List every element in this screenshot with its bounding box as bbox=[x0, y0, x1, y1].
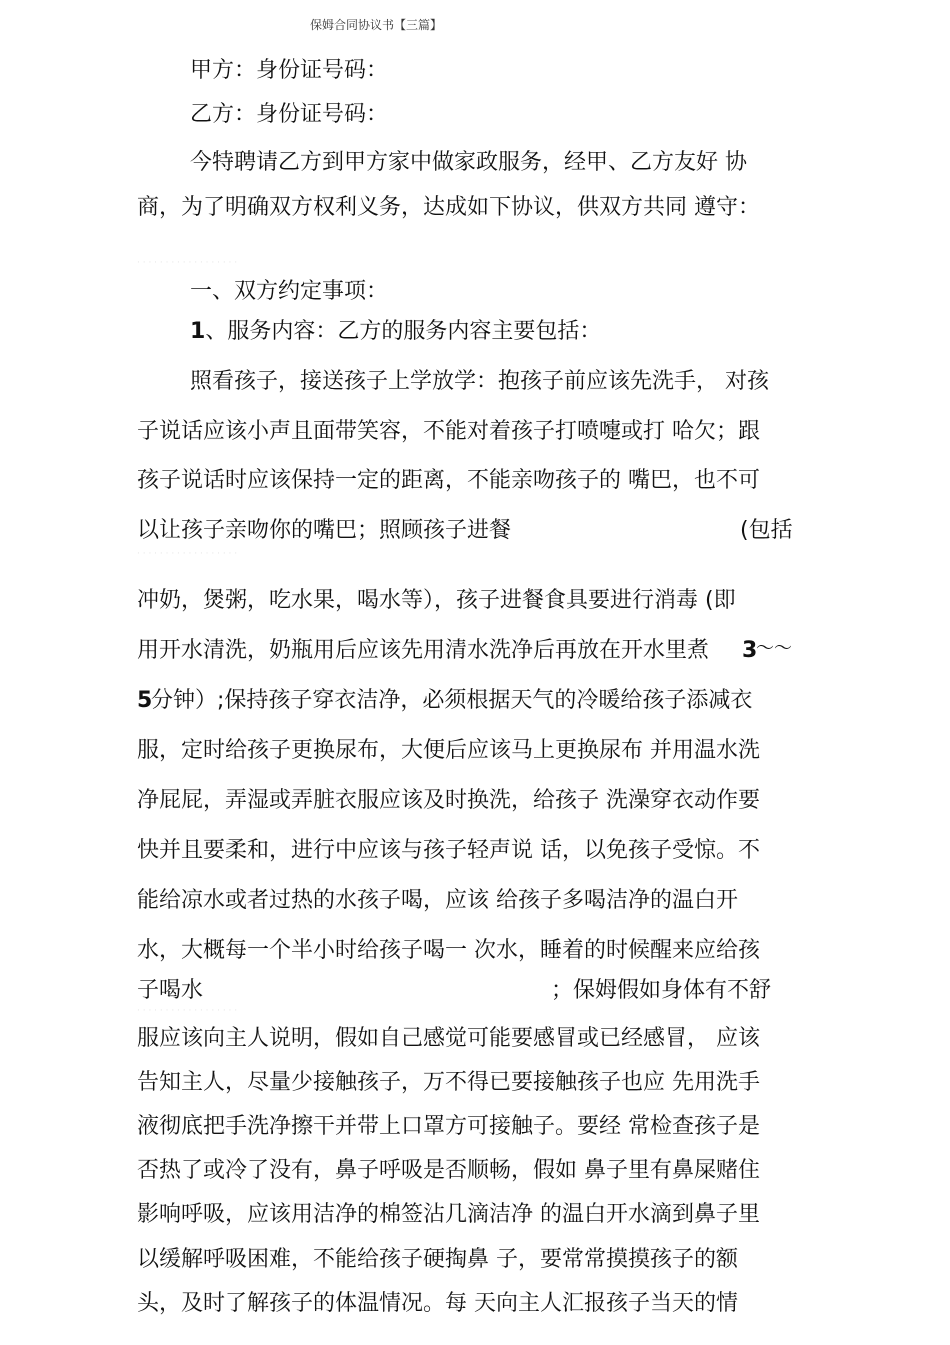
item-text: 、服务内容：乙方的服务内容主要包括： bbox=[205, 319, 602, 344]
body-line: 液彻底把手洗净擦干并带上口罩方可接触子。要经 常检查孩子是 bbox=[137, 1114, 760, 1139]
body-line: 影响呼吸，应该用洁净的棉签沾几滴洁净 的温白开水滴到鼻子里 bbox=[137, 1202, 760, 1227]
body-line: 以缓解呼吸困难，不能给孩子硬掏鼻 子，要常常摸摸孩子的额 bbox=[137, 1247, 738, 1272]
watermark-residue: · · · · · · · · · · · · · · · · · · bbox=[137, 549, 238, 559]
watermark-residue: · · · · · · · · · · · · · · · · · · bbox=[137, 1006, 238, 1016]
body-line: 服应该向主人说明，假如自己感觉可能要感冒或已经感冒， 应该 bbox=[137, 1026, 760, 1051]
body-line-tail: (包括 bbox=[740, 518, 793, 543]
party-a-line: 甲方：身份证号码： bbox=[190, 58, 389, 83]
section-title: 一、双方约定事项： bbox=[190, 279, 389, 304]
watermark-residue: · · · · · · · · · · · · · · · · · · bbox=[137, 258, 238, 268]
body-line: 告知主人，尽量少接触孩子，万不得已要接触孩子也应 先用洗手 bbox=[137, 1070, 760, 1095]
body-line: 水，大概每一个半小时给孩子喝一 次水，睡着的时候醒来应给孩 bbox=[137, 938, 760, 963]
body-line: 冲奶，煲粥，吃水果，喝水等），孩子进餐食具要进行消毒 (即 bbox=[137, 588, 736, 613]
body-line: 分钟）;保持孩子穿衣洁净，必须根据天气的冷暖给孩子添减衣 bbox=[151, 688, 753, 713]
body-line: 否热了或冷了没有，鼻子呼吸是否顺畅，假如 鼻子里有鼻屎赌住 bbox=[137, 1158, 760, 1183]
range-tilde: 〜〜 bbox=[756, 638, 792, 659]
number-three: 3 bbox=[742, 638, 758, 663]
body-line: 子说话应该小声且面带笑容，不能对着孩子打喷嚏或打 哈欠；跟 bbox=[137, 419, 760, 444]
body-line: 子喝水 bbox=[137, 978, 204, 1003]
body-line: 孩子说话时应该保持一定的距离，不能亲吻孩子的 嘴巴，也不可 bbox=[137, 468, 760, 493]
page-header: 保姆合同协议书【三篇】 bbox=[310, 18, 443, 32]
body-line: 以让孩子亲吻你的嘴巴；照顾孩子进餐 bbox=[137, 518, 512, 543]
item-number: 1 bbox=[190, 319, 206, 344]
body-line: 服，定时给孩子更换尿布，大便后应该马上更换尿布 并用温水洗 bbox=[137, 738, 760, 763]
item-heading bbox=[190, 321, 601, 343]
body-line: 头，及时了解孩子的体温情况。每 天向主人汇报孩子当天的情 bbox=[137, 1291, 738, 1316]
body-line: 净屁屁，弄湿或弄脏衣服应该及时换洗，给孩子 洗澡穿衣动作要 bbox=[137, 788, 760, 813]
body-line: 用开水清洗，奶瓶用后应该先用清水洗净后再放在开水里煮 bbox=[137, 638, 710, 663]
body-line-tail: ；保姆假如身体有不舒 bbox=[551, 978, 772, 1003]
intro-line: 商，为了明确双方权利义务，达成如下协议，供双方共同 遵守： bbox=[137, 195, 760, 220]
number-five: 5 bbox=[137, 688, 153, 713]
body-line: 照看孩子，接送孩子上学放学：抱孩子前应该先洗手， 对孩 bbox=[190, 369, 769, 394]
intro-line: 今特聘请乙方到甲方家中做家政服务，经甲、乙方友好 协 bbox=[190, 150, 747, 175]
body-line: 快并且要柔和，进行中应该与孩子轻声说 话，以免孩子受惊。不 bbox=[137, 838, 760, 863]
party-b-line: 乙方：身份证号码： bbox=[190, 102, 389, 127]
body-line: 能给凉水或者过热的水孩子喝，应该 给孩子多喝洁净的温白开 bbox=[137, 888, 738, 913]
